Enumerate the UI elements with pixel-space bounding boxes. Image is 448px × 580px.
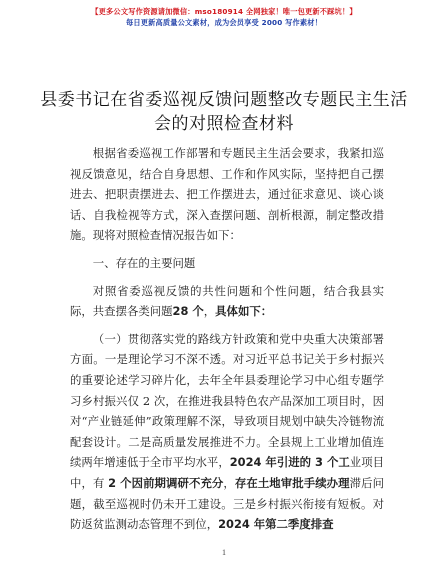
- item1-text-2: 业项目中，有: [70, 455, 384, 490]
- header-banner: [0, 6, 448, 28]
- item1-text-3: ，: [223, 475, 235, 490]
- item1-bold-4: 2024 年第二季度排查: [218, 517, 334, 532]
- item1-text-4: 滞后问题，截至巡视时仍未开工建设。三是乡村振兴衔接有短板。对防返贫监测动态管理不到位，: [70, 475, 384, 532]
- item1-bold-2: 2 个因前期调研不充分: [108, 475, 224, 490]
- summary-count: 28 个: [172, 304, 204, 319]
- banner-line-subscription: 每日更新高质量公文素材，成为会员享受 2000 写作素材！: [125, 18, 323, 27]
- intro-paragraph: 根据省委巡视工作部署和专题民主生活会要求，我紧扣巡视反馈意见，结合自身思想、工作和作风实际，坚持把自己摆进去、把职责摆进去、把工作摆进去，通过征求意见、谈心谈话、自我检视等方式，深入查摆问题、剖析根源，制定整改措施。现将对照检查情况报告如下：: [70, 146, 384, 243]
- banner-line-promo: 【更多公文写作资源请加微信：mso180914 全网独家！唯一包更新不踩坑！】: [91, 7, 357, 16]
- summary-text: 对照省委巡视反馈的共性问题和个性问题，结合我县实际，共查摆各类问题: [70, 283, 384, 319]
- item-paragraph-1: [70, 329, 384, 535]
- section-heading-problems: 一、存在的主要问题: [92, 255, 196, 270]
- document-body: [70, 143, 384, 535]
- page-number: 1: [222, 548, 226, 557]
- document-title: 县委书记在省委巡视反馈问题整改专题民主生活会的对照检查材料: [40, 90, 408, 134]
- item1-text-1: （一）贯彻落实党的路线方针政策和党中央重大决策部署方面。一是理论学习不深不透。对习近平总书记关于乡村振兴的重要论述学习碎片化，去年全年县委理论学习中心组专题学习乡村振兴仅 2 次，在推进我县特色农产品深加工项目时，因对“产业链延伸”政策理解不深，导致项目规划中缺失冷链物流配套设计。二是高质量发展推进不力。全县规上工业增加值连续两年增速低于全市平均水平，: [70, 331, 384, 470]
- summary-comma: ，: [203, 304, 216, 319]
- summary-paragraph: [70, 281, 384, 322]
- summary-detail: 具体如下：: [215, 304, 273, 319]
- item1-bold-1: 2024 年引进的 3 个工: [229, 455, 350, 470]
- item1-bold-3: 存在土地审批手续办理: [234, 475, 350, 490]
